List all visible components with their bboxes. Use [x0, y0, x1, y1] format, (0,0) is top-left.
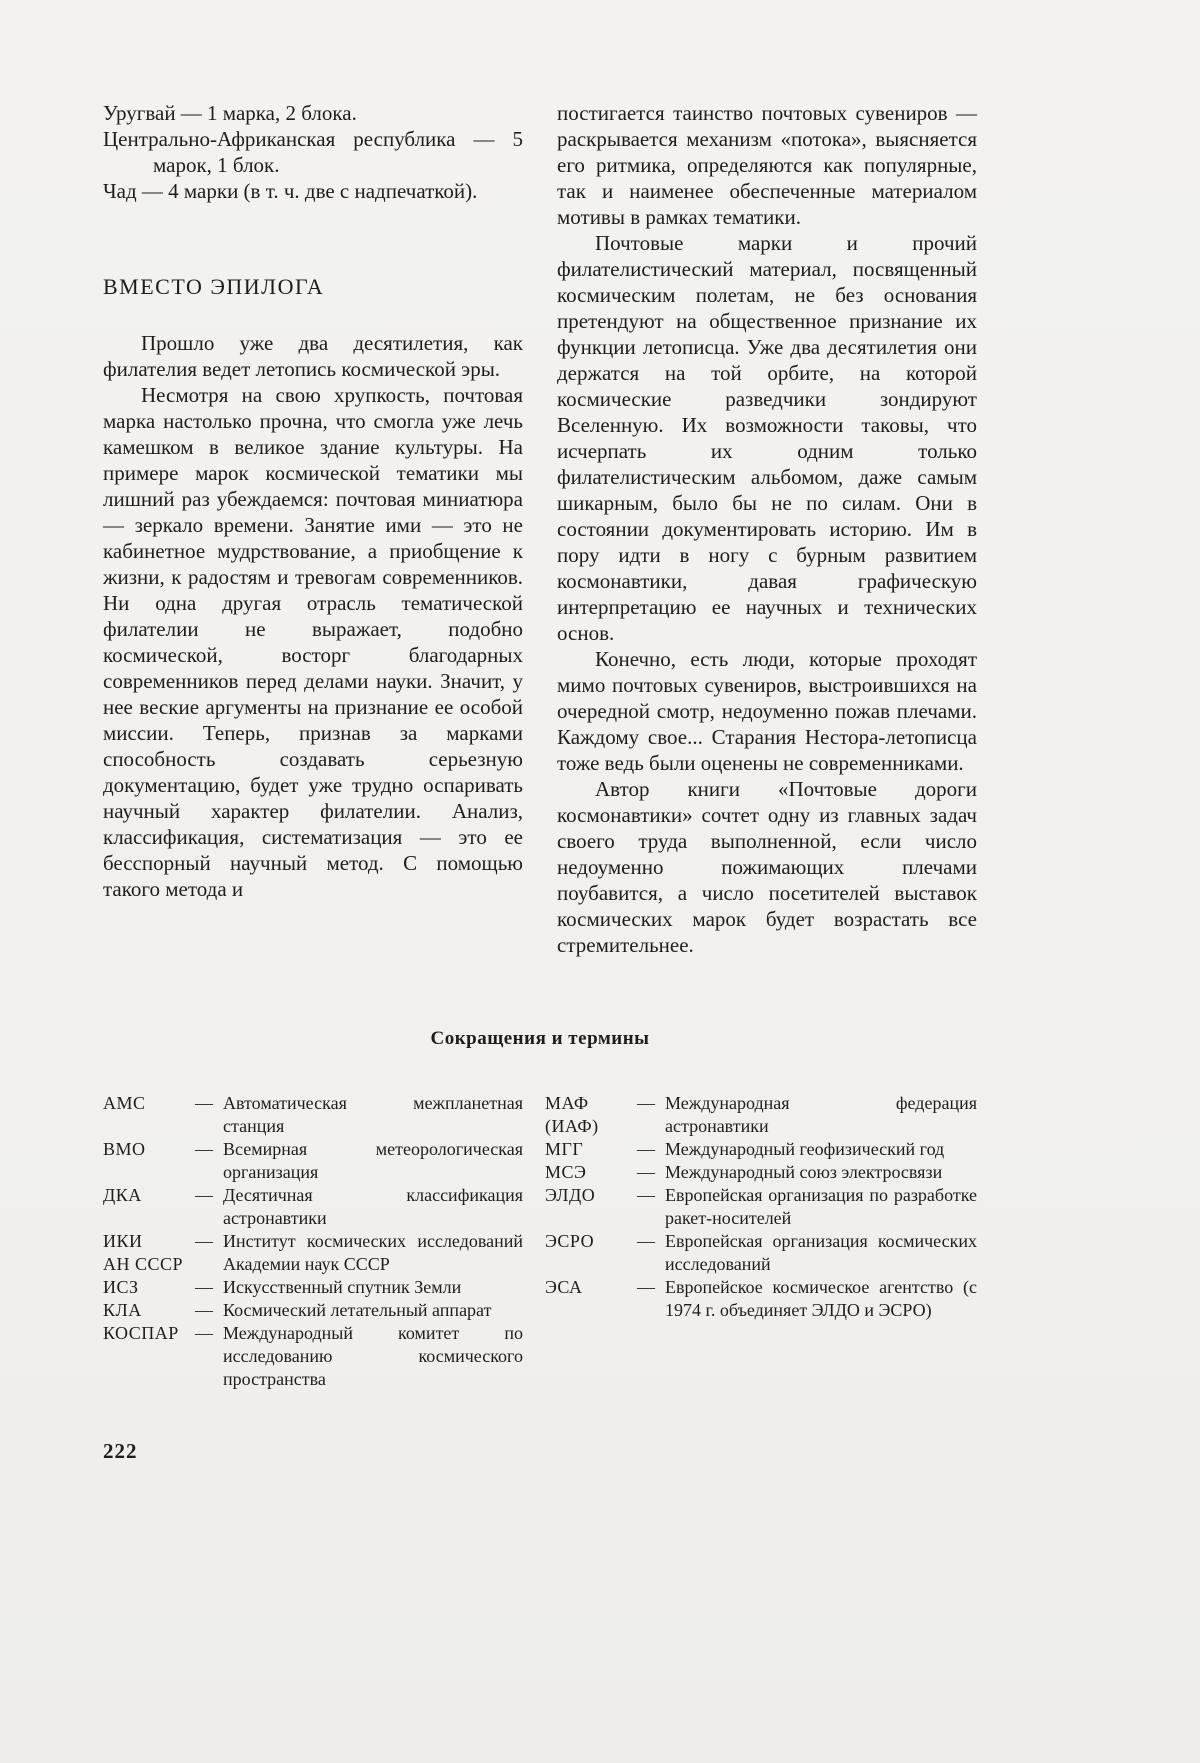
glossary-definition: Международная федерация астронавтики — [665, 1093, 977, 1136]
glossary-entry — [103, 1322, 523, 1391]
glossary-dash: — — [195, 1231, 213, 1251]
glossary-entry — [103, 1230, 523, 1276]
glossary-dash: — — [637, 1231, 655, 1251]
epilogue-paragraph: Несмотря на свою хрупкость, почтовая марка настолько прочна, что смогла уже лечь камешком в великое здание культуры. На примере марок космической тематики мы лишний раз убеждаемся: почтовая миниатюра — зеркало времени. Занятие ими — это не кабинетное мудрствование, а приобщение к жизни, к радостям и тревогам современников. Ни одна другая отрасль тематической филателии не выражает, подобно космической, восторг благодарных современников перед делами науки. Значит, у нее веские аргументы на признание ее особой миссии. Теперь, признав за марками способность создавать серьезную документацию, будет уже трудно оспаривать научный характер филателии. Анализ, классификация, систематизация — это ее бесспорный научный метод. С помощью такого метода и — [103, 383, 523, 901]
glossary-entry — [545, 1138, 977, 1161]
epilogue-paragraph: Прошло уже два десятилетия, как филателия ведет летопись космической эры. — [103, 331, 523, 381]
glossary-definition: Европейское космическое агентство (с 1974 г. объединяет ЭЛДО и ЭСРО) — [665, 1277, 977, 1320]
glossary-entry — [103, 1092, 523, 1138]
glossary-definition: Искусственный спутник Земли — [223, 1277, 462, 1297]
glossary-entry — [545, 1161, 977, 1184]
glossary-definition: Всемирная метеорологическая организация — [223, 1139, 523, 1182]
glossary-definition: Институт космических исследований Академии наук СССР — [223, 1231, 523, 1274]
glossary-dash: — — [195, 1139, 213, 1159]
epilogue-paragraph: Почтовые марки и прочий филателистический материал, посвященный космическим полетам, не без основания претендуют на общественное признание их функции летописца. Уже два десятилетия они держатся на той орбите, на которой космические разведчики зондируют Вселенную. Их возможности таковы, что исчерпать их одним только филателистическим альбомом, даже самым шикарным, было бы не по силам. Они в состоянии документировать историю. Им в пору идти в ногу с бурным развитием космонавтики, давая графическую интерпретацию ее научных и технических основ. — [557, 231, 977, 645]
glossary-definition: Десятичная классификация астронавтики — [223, 1185, 523, 1228]
glossary-definition: Европейская организация космических исследований — [665, 1231, 977, 1274]
stamp-issue-item: Чад — 4 марки (в т. ч. две с надпечаткой). — [103, 179, 478, 203]
stamp-issue-item: Уругвай — 1 марка, 2 блока. — [103, 101, 357, 125]
glossary-term: ЭСРО — [545, 1231, 595, 1251]
epilogue-paragraph: постигается таинство почтовых сувениров — раскрывается механизм «потока», выясняется его ритмика, определяются как популярные, так и наименее обеспеченные материалом мотивы в рамках тематики. — [557, 101, 977, 229]
stamp-issue-list — [103, 100, 523, 204]
glossary-term: ЭСА — [545, 1277, 583, 1297]
main-text-columns — [103, 100, 977, 958]
glossary-entry — [103, 1276, 523, 1299]
glossary-dash: — — [637, 1093, 655, 1113]
epilogue-heading: ВМЕСТО ЭПИЛОГА — [103, 274, 325, 299]
glossary-term: ЭЛДО — [545, 1185, 596, 1205]
glossary-dash: — — [637, 1185, 655, 1205]
epilogue-paragraph: Автор книги «Почтовые дороги космонавтики» сочтет одну из главных задач своего труда выполненной, если число недоуменно пожимающих плечами поубавится, а число посетителей выставок космических марок будет возрастать все стремительнее. — [557, 777, 977, 957]
glossary-definition: Международный геофизический год — [665, 1139, 945, 1159]
glossary-term: АМС — [103, 1093, 146, 1113]
right-column — [557, 100, 977, 958]
glossary-term: ИКИ АН СССР — [103, 1231, 184, 1274]
glossary-term: МСЭ — [545, 1162, 587, 1182]
glossary-heading: Сокращения и термины — [430, 1028, 650, 1049]
glossary-left-column — [103, 1092, 523, 1391]
epilogue-paragraph: Конечно, есть люди, которые проходят мимо почтовых сувениров, выстроившихся на очередной смотр, недоуменно пожав плечами. Каждому свое... Старания Нестора-летописца тоже ведь были оценены не современниками. — [557, 647, 977, 775]
glossary-definition: Космический летательный аппарат — [223, 1300, 492, 1320]
glossary-section — [103, 1092, 977, 1391]
glossary-dash: — — [195, 1185, 213, 1205]
glossary-dash: — — [195, 1300, 213, 1320]
glossary-dash: — — [637, 1162, 655, 1182]
glossary-term: МАФ (ИАФ) — [545, 1093, 599, 1136]
glossary-term: КОСПАР — [103, 1323, 179, 1343]
glossary-dash: — — [195, 1277, 213, 1297]
glossary-term: ДКА — [103, 1185, 142, 1205]
glossary-entry — [545, 1184, 977, 1230]
glossary-entry — [545, 1276, 977, 1322]
page-number: 222 — [103, 1439, 138, 1463]
glossary-dash: — — [195, 1093, 213, 1113]
glossary-entry — [103, 1138, 523, 1184]
glossary-term: КЛА — [103, 1300, 142, 1320]
glossary-entry — [103, 1299, 523, 1322]
glossary-term: ИСЗ — [103, 1277, 139, 1297]
glossary-term: ВМО — [103, 1139, 146, 1159]
glossary-entry — [103, 1184, 523, 1230]
glossary-definition: Автоматическая межпланетная станция — [223, 1093, 523, 1136]
glossary-definition: Европейская организация по разработке ракет-носителей — [665, 1185, 977, 1228]
left-column — [103, 100, 523, 958]
page-content — [103, 100, 977, 1464]
glossary-right-column — [545, 1092, 977, 1391]
glossary-entry — [545, 1230, 977, 1276]
stamp-issue-item: Центрально-Африканская республика — 5 марок, 1 блок. — [103, 127, 523, 177]
glossary-dash: — — [637, 1277, 655, 1297]
glossary-definition: Международный комитет по исследованию космического пространства — [223, 1323, 523, 1389]
glossary-term: МГГ — [545, 1139, 584, 1159]
glossary-dash: — — [195, 1323, 213, 1343]
glossary-definition: Международный союз электросвязи — [665, 1162, 943, 1182]
glossary-entry — [545, 1092, 977, 1138]
glossary-dash: — — [637, 1139, 655, 1159]
